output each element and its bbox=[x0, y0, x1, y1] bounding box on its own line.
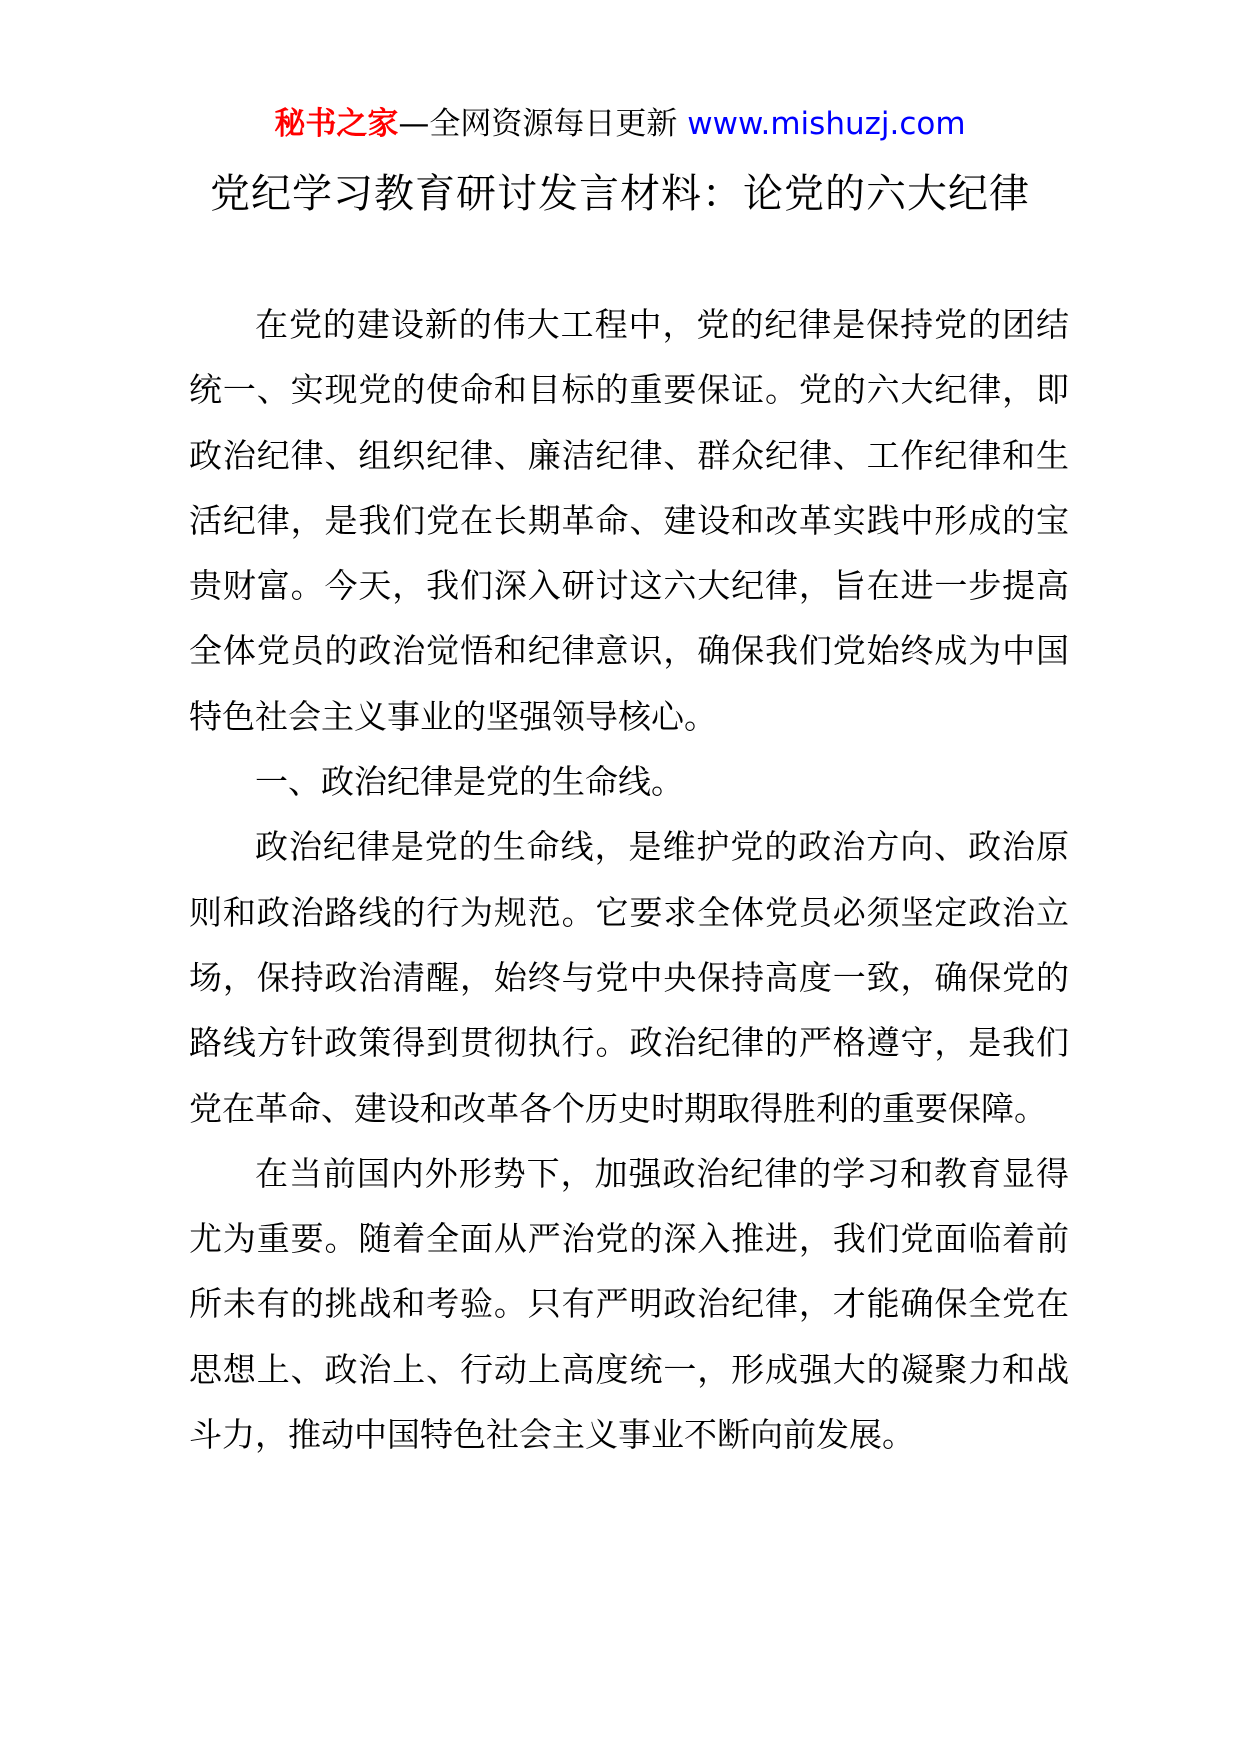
site-url-link[interactable]: www.mishuzj.com bbox=[687, 106, 966, 142]
paragraph-political-discipline: 政治纪律是党的生命线，是维护党的政治方向、政治原则和政治路线的行为规范。它要求全体党员必须坚定政治立场，保持政治清醒，始终与党中央保持高度一致，确保党的路线方针政策得到贯彻执行。政治纪律的严格遵守，是我们党在革命、建设和改革各个历史时期取得胜利的重要保障。 bbox=[189, 827, 1069, 1128]
document-body bbox=[189, 292, 1069, 1467]
paragraph-current-situation: 在当前国内外形势下，加强政治纪律的学习和教育显得尤为重要。随着全面从严治党的深入推进，我们党面临着前所未有的挑战和考验。只有严明政治纪律，才能确保全党在思想上、政治上、行动上高度统一，形成强大的凝聚力和战斗力，推动中国特色社会主义事业不断向前发展。 bbox=[189, 1153, 1069, 1455]
site-tagline: —全网资源每日更新 bbox=[398, 106, 688, 142]
section-heading-political-discipline: 一、政治纪律是党的生命线。 bbox=[255, 762, 684, 802]
paragraph-intro: 在党的建设新的伟大工程中，党的纪律是保持党的团结统一、实现党的使命和目标的重要保证。党的六大纪律，即政治纪律、组织纪律、廉洁纪律、群众纪律、工作纪律和生活纪律，是我们党在长期革命、建设和改革实践中形成的宝贵财富。今天，我们深入研讨这六大纪律，旨在进一步提高全体党员的政治觉悟和纪律意识，确保我们党始终成为中国特色社会主义事业的坚强领导核心。 bbox=[189, 305, 1069, 736]
site-brand: 秘书之家 bbox=[274, 106, 399, 142]
site-header bbox=[0, 104, 1240, 144]
document-title: 党纪学习教育研讨发言材料：论党的六大纪律 bbox=[210, 171, 1030, 217]
